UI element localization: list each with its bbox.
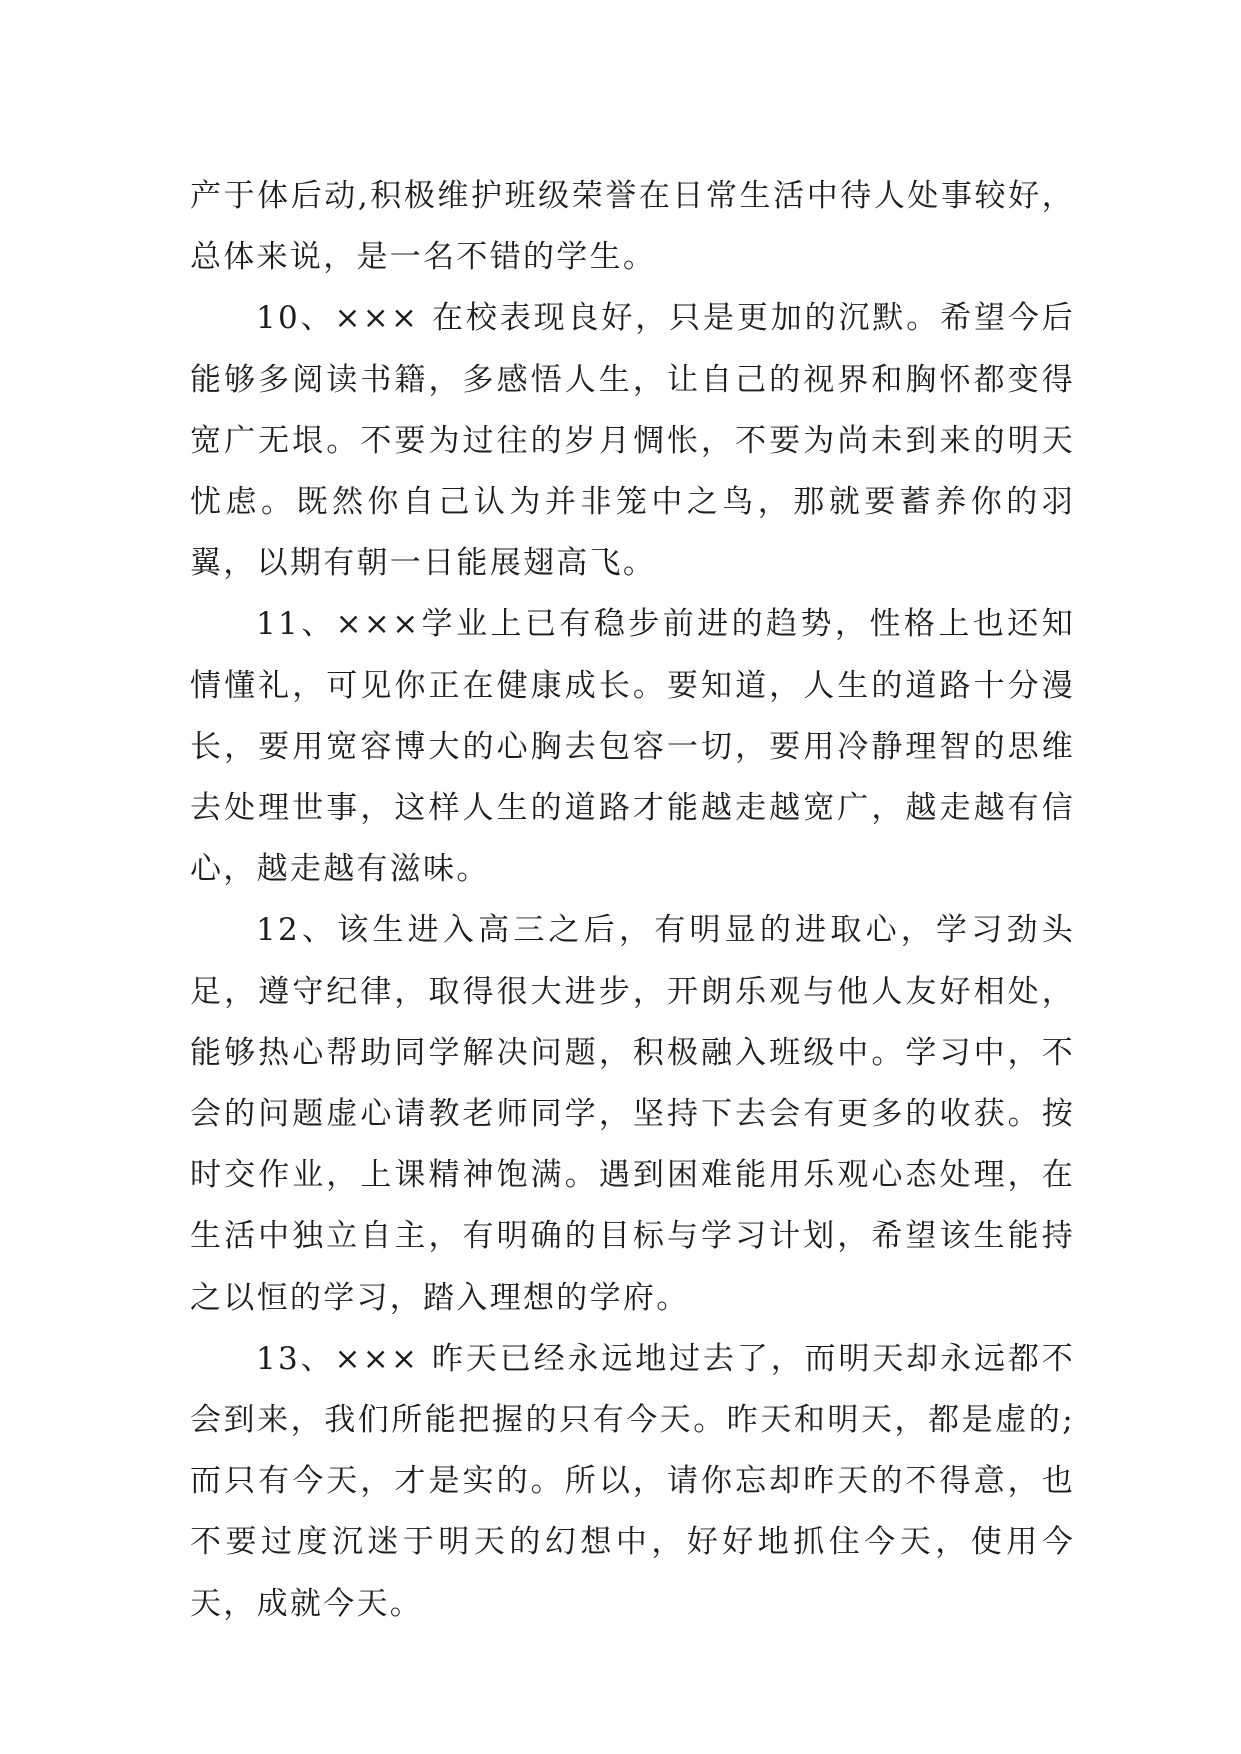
paragraph-comment-10: 10、××× 在校表现良好，只是更加的沉默。希望今后能够多阅读书籍，多感悟人生，让自己的视界和胸怀都变得宽广无垠。不要为过往的岁月惆怅，不要为尚未到来的明天忧虑。既然你自己认为并非笼中之鸟，那就要蓄养你的羽翼，以期有朝一日能展翅高飞。: [190, 300, 1075, 582]
document-body: [190, 166, 1075, 1635]
paragraph-continuation: 产于体后动,积极维护班级荣誉在日常生活中待人处事较好，总体来说，是一名不错的学生。: [190, 178, 1075, 276]
paragraph-comment-11: 11、×××学业上已有稳步前进的趋势，性格上也还知情懂礼，可见你正在健康成长。要知道，人生的道路十分漫长，要用宽容博大的心胸去包容一切，要用冷静理智的思维去处理世事，这样人生的道路才能越走越宽广，越走越有信心，越走越有滋味。: [190, 606, 1075, 888]
paragraph-comment-12: 12、该生进入高三之后，有明显的进取心，学习劲头足，遵守纪律，取得很大进步，开朗乐观与他人友好相处，能够热心帮助同学解决问题，积极融入班级中。学习中，不会的问题虚心请教老师同学，坚持下去会有更多的收获。按时交作业，上课精神饱满。遇到困难能用乐观心态处理，在生活中独立自主，有明确的目标与学习计划，希望该生能持之以恒的学习，踏入理想的学府。: [190, 912, 1075, 1316]
paragraph-comment-13: 13、××× 昨天已经永远地过去了，而明天却永远都不会到来，我们所能把握的只有今天。昨天和明天，都是虚的;而只有今天，才是实的。所以，请你忘却昨天的不得意，也不要过度沉迷于明天的幻想中，好好地抓住今天，使用今天，成就今天。: [190, 1340, 1075, 1622]
